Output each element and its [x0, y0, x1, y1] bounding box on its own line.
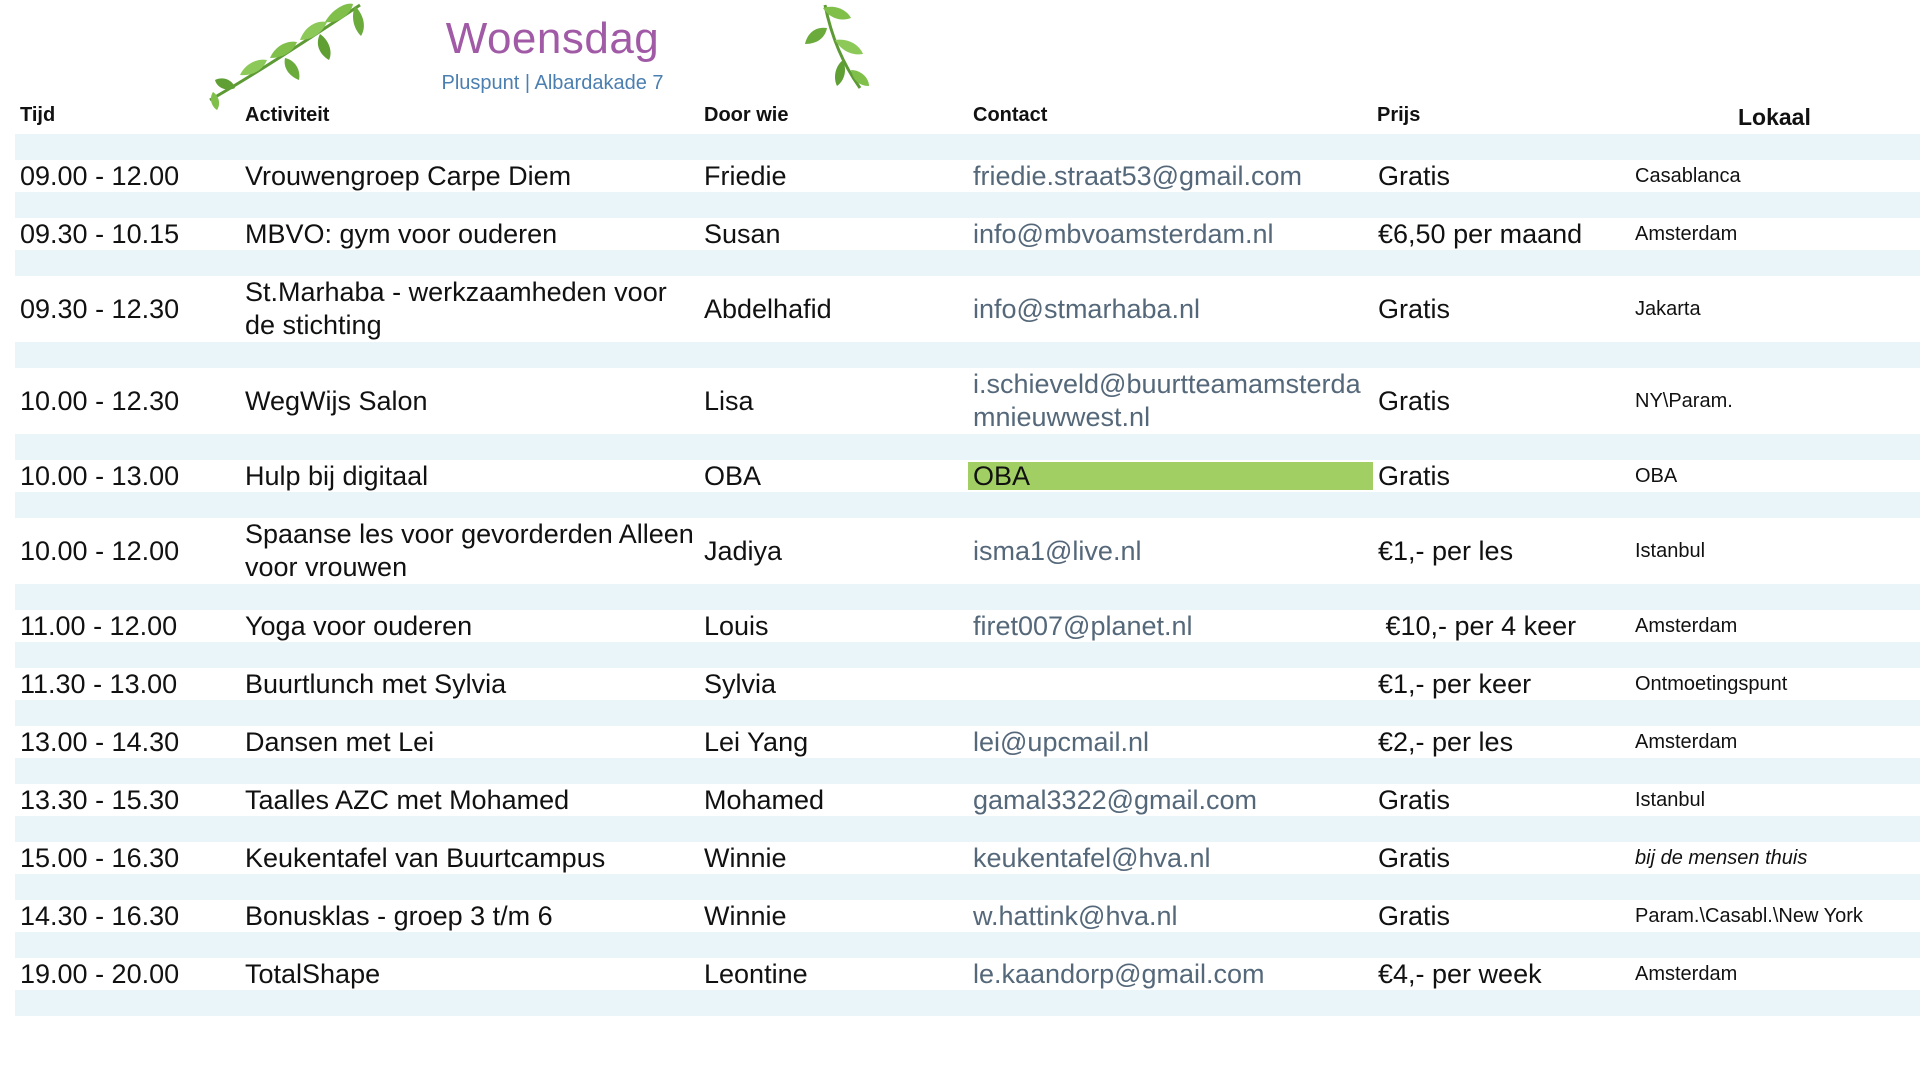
cell-activiteit: Dansen met Lei	[245, 726, 435, 757]
cell-lokaal: Param.\Casabl.\New York	[1635, 904, 1863, 927]
table-row	[15, 610, 1920, 642]
cell-activiteit: Buurtlunch met Sylvia	[245, 668, 507, 699]
cell-door-wie: OBA	[704, 460, 762, 491]
contact-link[interactable]: info@stmarhaba.nl	[973, 293, 1201, 324]
cell-tijd: 11.30 - 13.00	[20, 668, 178, 699]
cell-prijs: €6,50 per maand	[1378, 218, 1583, 249]
row-separator	[15, 758, 1920, 784]
cell-activiteit: Vrouwengroep Carpe Diem	[245, 160, 572, 191]
cell-door-wie: Leontine	[704, 958, 808, 989]
row-separator	[15, 342, 1920, 368]
row-separator	[15, 584, 1920, 610]
contact-link	[973, 668, 1378, 700]
cell-door-wie: Winnie	[704, 900, 787, 931]
cell-tijd: 09.30 - 12.30	[20, 293, 180, 324]
cell-activiteit: Taalles AZC met Mohamed	[245, 784, 570, 815]
cell-lokaal: NY\Param.	[1635, 389, 1733, 412]
cell-lokaal: Casablanca	[1635, 164, 1741, 187]
cell-activiteit: MBVO: gym voor ouderen	[245, 218, 558, 249]
leaf-branch-icon	[205, 0, 375, 110]
cell-tijd: 13.30 - 15.30	[20, 784, 180, 815]
cell-activiteit: Bonusklas - groep 3 t/m 6	[245, 900, 553, 931]
table-row	[15, 958, 1920, 990]
cell-lokaal: Ontmoetingspunt	[1635, 672, 1788, 695]
row-separator	[15, 134, 1920, 160]
column-header-activiteit: Activiteit	[245, 104, 330, 126]
cell-prijs: €2,- per les	[1378, 726, 1514, 757]
cell-activiteit: TotalShape	[245, 958, 381, 989]
table-row	[15, 668, 1920, 700]
cell-door-wie: Susan	[704, 218, 781, 249]
cell-prijs: Gratis	[1378, 385, 1451, 416]
contact-link[interactable]: friedie.straat53@gmail.com	[973, 160, 1303, 191]
cell-tijd: 10.00 - 12.30	[20, 385, 180, 416]
column-header-tijd: Tijd	[20, 104, 56, 126]
table-row	[15, 368, 1920, 434]
cell-activiteit: Spaanse les voor gevorderden Alleen voor vrouwen	[245, 519, 694, 582]
cell-prijs: €1,- per keer	[1378, 668, 1532, 699]
cell-tijd: 10.00 - 13.00	[20, 460, 180, 491]
cell-tijd: 13.00 - 14.30	[20, 726, 180, 757]
leaf-branch-icon	[785, 0, 875, 95]
cell-tijd: 11.00 - 12.00	[20, 610, 178, 641]
table-row	[15, 460, 1920, 492]
cell-door-wie: Winnie	[704, 842, 787, 873]
row-separator	[15, 816, 1920, 842]
cell-door-wie: Lei Yang	[704, 726, 809, 757]
column-header-lokaal: Lokaal	[1738, 104, 1811, 130]
cell-prijs: Gratis	[1378, 160, 1451, 191]
contact-link[interactable]: lei@upcmail.nl	[973, 726, 1149, 757]
cell-activiteit: Hulp bij digitaal	[245, 460, 429, 491]
cell-door-wie: Mohamed	[704, 784, 825, 815]
cell-prijs: €10,- per 4 keer	[1378, 610, 1577, 641]
cell-prijs: Gratis	[1378, 842, 1451, 873]
cell-prijs: Gratis	[1378, 900, 1451, 931]
cell-lokaal: OBA	[1635, 464, 1678, 487]
cell-lokaal: Amsterdam	[1635, 614, 1738, 637]
contact-link[interactable]: i.schieveld@buurtteamamsterdamnieuwwest.nl	[973, 369, 1361, 432]
cell-door-wie: Louis	[704, 610, 769, 641]
table-row	[15, 160, 1920, 192]
cell-lokaal: Amsterdam	[1635, 730, 1738, 753]
cell-activiteit: Keukentafel van Buurtcampus	[245, 842, 606, 873]
page-title: Woensdag	[445, 14, 660, 63]
contact-link[interactable]: info@mbvoamsterdam.nl	[973, 218, 1274, 249]
page-header	[0, 0, 1930, 110]
cell-door-wie: Abdelhafid	[704, 293, 832, 324]
cell-lokaal: bij de mensen thuis	[1635, 846, 1808, 869]
cell-tijd: 09.00 - 12.00	[20, 160, 180, 191]
cell-prijs: Gratis	[1378, 460, 1451, 491]
table-row	[15, 900, 1920, 932]
contact-link[interactable]: firet007@planet.nl	[973, 610, 1193, 641]
cell-door-wie: Lisa	[704, 385, 754, 416]
row-separator	[15, 492, 1920, 518]
cell-tijd: 19.00 - 20.00	[20, 958, 180, 989]
row-separator	[15, 250, 1920, 276]
table-row	[15, 276, 1920, 342]
contact-highlighted: OBA	[968, 462, 1373, 490]
contact-link[interactable]: w.hattink@hva.nl	[973, 900, 1178, 931]
cell-tijd: 09.30 - 10.15	[20, 218, 180, 249]
cell-activiteit: WegWijs Salon	[245, 385, 428, 416]
row-separator	[15, 932, 1920, 958]
contact-link[interactable]: gamal3322@gmail.com	[973, 784, 1258, 815]
schedule-table	[15, 134, 1920, 1016]
table-row	[15, 218, 1920, 250]
cell-prijs: €1,- per les	[1378, 535, 1514, 566]
cell-door-wie: Jadiya	[704, 535, 783, 566]
row-separator	[15, 192, 1920, 218]
cell-prijs: €4,- per week	[1378, 958, 1542, 989]
column-header-door-wie: Door wie	[704, 104, 789, 126]
cell-lokaal: Istanbul	[1635, 788, 1706, 811]
table-row	[15, 518, 1920, 584]
cell-lokaal: Istanbul	[1635, 539, 1706, 562]
column-header-prijs: Prijs	[1377, 104, 1421, 126]
row-separator	[15, 642, 1920, 668]
cell-lokaal: Jakarta	[1635, 297, 1701, 320]
table-row	[15, 726, 1920, 758]
row-separator	[15, 874, 1920, 900]
cell-activiteit: Yoga voor ouderen	[245, 610, 473, 641]
row-separator	[15, 700, 1920, 726]
contact-link[interactable]: le.kaandorp@gmail.com	[973, 958, 1265, 989]
contact-link[interactable]: isma1@live.nl	[973, 535, 1142, 566]
row-separator	[15, 434, 1920, 460]
table-row	[15, 842, 1920, 874]
cell-lokaal: Amsterdam	[1635, 962, 1738, 985]
cell-tijd: 10.00 - 12.00	[20, 535, 180, 566]
cell-lokaal: Amsterdam	[1635, 222, 1738, 245]
column-header-contact: Contact	[973, 104, 1048, 126]
cell-activiteit: St.Marhaba - werkzaamheden voor de stichting	[245, 277, 667, 340]
contact-link[interactable]: keukentafel@hva.nl	[973, 842, 1211, 873]
table-row	[15, 784, 1920, 816]
cell-door-wie: Sylvia	[704, 668, 777, 699]
row-separator	[15, 990, 1920, 1016]
cell-tijd: 14.30 - 16.30	[20, 900, 180, 931]
cell-prijs: Gratis	[1378, 293, 1451, 324]
cell-door-wie: Friedie	[704, 160, 787, 191]
cell-prijs: Gratis	[1378, 784, 1451, 815]
cell-tijd: 15.00 - 16.30	[20, 842, 180, 873]
page-subtitle: Pluspunt | Albardakade 7	[441, 72, 664, 94]
